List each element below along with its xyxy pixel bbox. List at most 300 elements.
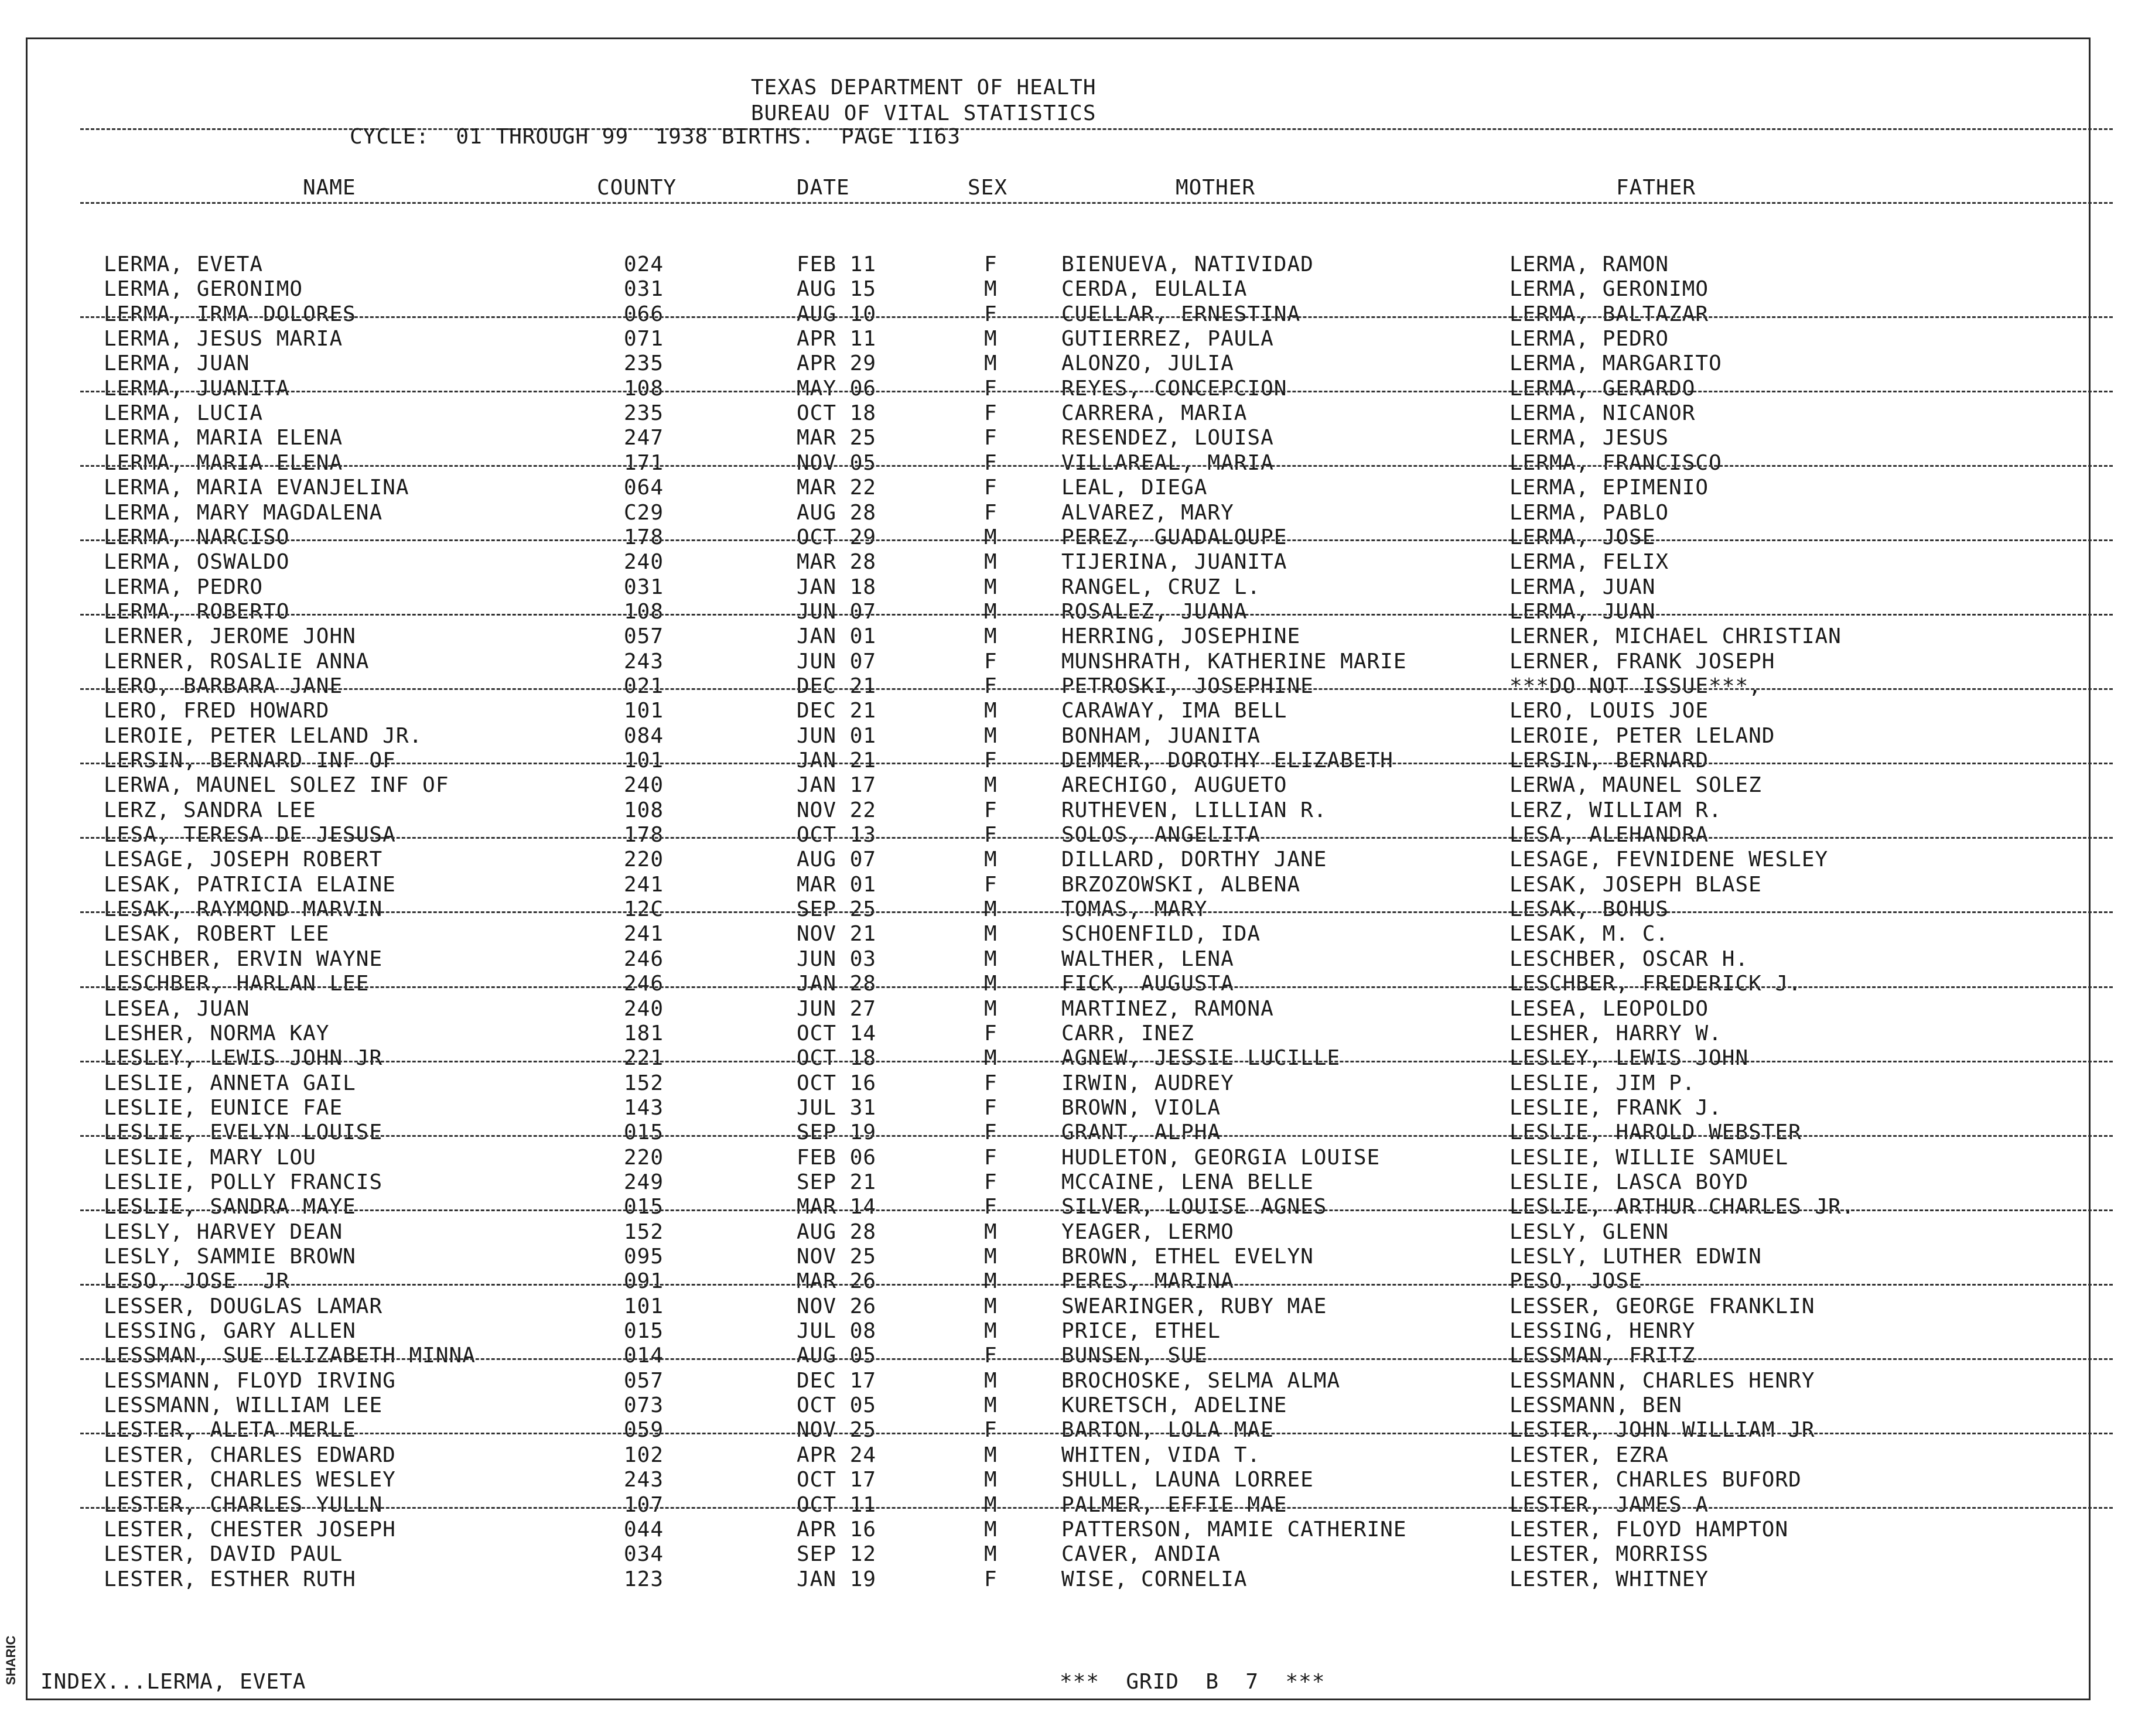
record-county: 249	[624, 1170, 664, 1194]
record-date: JAN 18	[797, 575, 877, 599]
record-father: LERNER, MICHAEL CHRISTIAN	[1509, 624, 1842, 649]
record-county: 015	[624, 1195, 664, 1219]
record-sex: F	[984, 1145, 998, 1170]
record-name: LEROIE, PETER LELAND JR.	[104, 723, 423, 748]
record-date: JAN 28	[797, 972, 877, 996]
record-row	[28, 525, 2092, 550]
record-date: JUN 03	[797, 946, 877, 971]
record-date: NOV 25	[797, 1418, 877, 1443]
record-row	[28, 1493, 2092, 1518]
record-name: LESAK, PATRICIA ELAINE	[104, 872, 396, 897]
record-father: LESLIE, FRANK J.	[1509, 1095, 1722, 1120]
record-sex: F	[984, 1120, 998, 1145]
record-row	[28, 600, 2092, 624]
record-sex: M	[984, 1245, 998, 1269]
record-mother: DEMMER, DOROTHY ELIZABETH	[1061, 749, 1393, 773]
index-label: INDEX...LERMA, EVETA	[40, 1670, 306, 1694]
record-row	[28, 922, 2092, 946]
group-divider	[80, 1284, 2113, 1286]
record-mother: WHITEN, VIDA T.	[1061, 1443, 1261, 1467]
record-mother: LEAL, DIEGA	[1061, 476, 1208, 500]
record-county: 240	[624, 996, 664, 1021]
record-county: 243	[624, 649, 664, 674]
record-sex: F	[984, 649, 998, 674]
record-name: LERMA, JUAN	[104, 351, 250, 376]
record-date: DEC 17	[797, 1368, 877, 1393]
record-county: 091	[624, 1269, 664, 1294]
record-father: LESAK, JOSEPH BLASE	[1509, 872, 1762, 897]
record-row	[28, 1269, 2092, 1294]
record-county: 108	[624, 599, 664, 624]
record-mother: REYES, CONCEPCION	[1061, 376, 1287, 401]
record-date: APR 24	[797, 1443, 877, 1467]
record-county: 057	[624, 624, 664, 649]
record-row	[28, 252, 2092, 277]
record-sex: M	[984, 773, 998, 798]
column-header-sex: SEX	[968, 176, 1008, 200]
record-county: 108	[624, 798, 664, 822]
record-sex: F	[984, 1021, 998, 1045]
record-county: 059	[624, 1418, 664, 1443]
record-name: LERO, FRED HOWARD	[104, 699, 330, 723]
column-header-father: FATHER	[1616, 176, 1696, 200]
group-divider	[80, 837, 2113, 839]
record-father: LESA, ALEHANDRA	[1509, 823, 1709, 848]
record-date: JUL 31	[797, 1095, 877, 1120]
record-name: LERMA, MARIA ELENA	[104, 426, 343, 450]
record-date: APR 29	[797, 351, 877, 376]
record-date: DEC 21	[797, 674, 877, 698]
record-row	[28, 873, 2092, 897]
record-county: 240	[624, 550, 664, 575]
record-county: 034	[624, 1542, 664, 1567]
record-date: NOV 05	[797, 450, 877, 475]
record-date: NOV 25	[797, 1245, 877, 1269]
record-mother: HERRING, JOSEPHINE	[1061, 624, 1301, 649]
record-date: SEP 12	[797, 1542, 877, 1567]
record-date: MAR 22	[797, 476, 877, 500]
group-divider	[80, 688, 2113, 690]
bureau-title: BUREAU OF VITAL STATISTICS	[751, 101, 1097, 125]
record-row	[28, 848, 2092, 872]
record-date: AUG 15	[797, 277, 877, 302]
record-county: 220	[624, 848, 664, 872]
record-father: LERMA, NICANOR	[1509, 401, 1696, 426]
record-county: 014	[624, 1344, 664, 1368]
record-mother: WALTHER, LENA	[1061, 946, 1234, 971]
record-mother: KURETSCH, ADELINE	[1061, 1393, 1287, 1418]
record-sex: M	[984, 1219, 998, 1244]
record-row	[28, 351, 2092, 376]
record-name: LERMA, EVETA	[104, 252, 264, 276]
column-header-mother: MOTHER	[1176, 176, 1256, 200]
record-sex: F	[984, 798, 998, 822]
record-name: LERSIN, BERNARD INF OF	[104, 749, 396, 773]
record-father: LERMA, RAMON	[1509, 252, 1669, 276]
record-row	[28, 1170, 2092, 1195]
record-mother: CERDA, EULALIA	[1061, 277, 1248, 302]
record-name: LESTER, CHARLES WESLEY	[104, 1468, 396, 1492]
record-name: LESLIE, MARY LOU	[104, 1145, 316, 1170]
record-county: 108	[624, 376, 664, 401]
record-father: LESTER, FLOYD HAMPTON	[1509, 1517, 1789, 1542]
record-mother: ALVAREZ, MARY	[1061, 500, 1234, 525]
record-sex: M	[984, 525, 998, 549]
record-sex: F	[984, 1170, 998, 1194]
record-mother: ROSALEZ, JUANA	[1061, 599, 1248, 624]
record-name: LESO, JOSE JR	[104, 1269, 290, 1294]
record-name: LESAGE, JOSEPH ROBERT	[104, 848, 383, 872]
record-county: 101	[624, 749, 664, 773]
record-mother: RESENDEZ, LOUISA	[1061, 426, 1274, 450]
record-father: LEROIE, PETER LELAND	[1509, 723, 1775, 748]
record-row	[28, 1294, 2092, 1319]
record-name: LESTER, CHARLES YULLN	[104, 1492, 383, 1517]
record-father: LESSER, GEORGE FRANKLIN	[1509, 1294, 1815, 1318]
record-row	[28, 575, 2092, 600]
record-county: 220	[624, 1145, 664, 1170]
record-name: LESAK, RAYMOND MARVIN	[104, 897, 383, 922]
record-mother: BROCHOSKE, SELMA ALMA	[1061, 1368, 1341, 1393]
group-divider	[80, 911, 2113, 913]
record-row	[28, 997, 2092, 1021]
record-sex: M	[984, 922, 998, 946]
record-county: C29	[624, 500, 664, 525]
record-father: LERMA, PABLO	[1509, 500, 1669, 525]
record-date: OCT 16	[797, 1071, 877, 1095]
record-row	[28, 277, 2092, 302]
record-father: LESCHBER, OSCAR H.	[1509, 946, 1749, 971]
record-father: LESTER, EZRA	[1509, 1443, 1669, 1467]
record-name: LESSER, DOUGLAS LAMAR	[104, 1294, 383, 1318]
record-name: LERMA, NARCISO	[104, 525, 290, 549]
record-sex: M	[984, 723, 998, 748]
record-father: LERMA, JOSE	[1509, 525, 1656, 549]
record-date: AUG 05	[797, 1344, 877, 1368]
record-father: LESLY, GLENN	[1509, 1219, 1669, 1244]
group-divider	[80, 1061, 2113, 1062]
record-father: LESSING, HENRY	[1509, 1319, 1696, 1344]
record-sex: M	[984, 575, 998, 599]
record-sex: M	[984, 327, 998, 351]
grid-label: *** GRID B 7 ***	[1060, 1670, 1326, 1694]
record-name: LERMA, ROBERTO	[104, 599, 290, 624]
record-name: LERMA, OSWALDO	[104, 550, 290, 575]
record-mother: GRANT, ALPHA	[1061, 1120, 1221, 1145]
record-father: LESSMAN, FRITZ	[1509, 1344, 1696, 1368]
record-row	[28, 1046, 2092, 1071]
record-county: 044	[624, 1517, 664, 1542]
record-father: LESTER, JOHN WILLIAM JR	[1509, 1418, 1815, 1443]
record-date: MAR 14	[797, 1195, 877, 1219]
record-father: LERMA, GERONIMO	[1509, 277, 1709, 302]
group-divider	[80, 1135, 2113, 1137]
record-county: 246	[624, 972, 664, 996]
record-mother: IRWIN, AUDREY	[1061, 1071, 1234, 1095]
record-sex: M	[984, 1492, 998, 1517]
record-date: AUG 28	[797, 500, 877, 525]
record-sex: M	[984, 1393, 998, 1418]
record-mother: BROWN, VIOLA	[1061, 1095, 1221, 1120]
record-name: LESTER, CHESTER JOSEPH	[104, 1517, 396, 1542]
record-mother: MARTINEZ, RAMONA	[1061, 996, 1274, 1021]
record-mother: DILLARD, DORTHY JANE	[1061, 848, 1327, 872]
record-sex: M	[984, 351, 998, 376]
record-row	[28, 1071, 2092, 1096]
record-sex: M	[984, 1269, 998, 1294]
column-header-date: DATE	[797, 176, 850, 200]
record-date: JUN 01	[797, 723, 877, 748]
record-mother: PRICE, ETHEL	[1061, 1319, 1221, 1344]
record-date: JUN 27	[797, 996, 877, 1021]
record-row	[28, 377, 2092, 401]
record-row	[28, 773, 2092, 798]
record-row	[28, 1468, 2092, 1492]
record-name: LESEA, JUAN	[104, 996, 250, 1021]
record-sex: M	[984, 996, 998, 1021]
record-father: LERMA, JESUS	[1509, 426, 1669, 450]
record-row	[28, 1567, 2092, 1592]
record-row	[28, 401, 2092, 426]
record-sex: F	[984, 401, 998, 426]
record-date: MAY 06	[797, 376, 877, 401]
group-divider	[80, 1507, 2113, 1509]
record-row	[28, 1220, 2092, 1245]
record-sex: M	[984, 1517, 998, 1542]
record-name: LERMA, MARY MAGDALENA	[104, 500, 383, 525]
group-divider	[80, 539, 2113, 541]
record-sex: F	[984, 1071, 998, 1095]
record-mother: BIENUEVA, NATIVIDAD	[1061, 252, 1314, 276]
record-mother: TOMAS, MARY	[1061, 897, 1208, 922]
record-father: LERMA, JUAN	[1509, 575, 1656, 599]
record-father: LESLIE, ARTHUR CHARLES JR.	[1509, 1195, 1855, 1219]
record-father: LERMA, GERARDO	[1509, 376, 1696, 401]
record-name: LESTER, ESTHER RUTH	[104, 1567, 356, 1591]
record-county: 123	[624, 1567, 664, 1591]
record-sex: F	[984, 1195, 998, 1219]
record-county: 243	[624, 1468, 664, 1492]
record-date: APR 16	[797, 1517, 877, 1542]
record-name: LERMA, MARIA EVANJELINA	[104, 476, 409, 500]
record-mother: BONHAM, JUANITA	[1061, 723, 1261, 748]
record-mother: PEREZ, GUADALOUPE	[1061, 525, 1287, 549]
record-row	[28, 476, 2092, 500]
record-name: LESTER, ALETA MERLE	[104, 1418, 356, 1443]
record-father: LESTER, CHARLES BUFORD	[1509, 1468, 1802, 1492]
record-name: LESLY, SAMMIE BROWN	[104, 1245, 356, 1269]
record-date: JAN 21	[797, 749, 877, 773]
record-sex: M	[984, 550, 998, 575]
record-mother: MCCAINE, LENA BELLE	[1061, 1170, 1314, 1194]
record-name: LESSING, GARY ALLEN	[104, 1319, 356, 1344]
record-sex: M	[984, 699, 998, 723]
record-date: AUG 07	[797, 848, 877, 872]
record-county: 015	[624, 1319, 664, 1344]
record-date: SEP 25	[797, 897, 877, 922]
record-row	[28, 674, 2092, 699]
record-sex: F	[984, 500, 998, 525]
record-mother: SILVER, LOUISE AGNES	[1061, 1195, 1327, 1219]
record-mother: SWEARINGER, RUBY MAE	[1061, 1294, 1327, 1318]
record-sex: M	[984, 277, 998, 302]
department-title: TEXAS DEPARTMENT OF HEALTH	[751, 76, 1097, 100]
record-county: 101	[624, 1294, 664, 1318]
record-sex: M	[984, 1046, 998, 1071]
record-father: LESSMANN, CHARLES HENRY	[1509, 1368, 1815, 1393]
record-row	[28, 798, 2092, 823]
record-father: LESHER, HARRY W.	[1509, 1021, 1722, 1045]
record-father: LERMA, FELIX	[1509, 550, 1669, 575]
record-row	[28, 1418, 2092, 1443]
record-county: 024	[624, 252, 664, 276]
record-mother: VILLAREAL, MARIA	[1061, 450, 1274, 475]
record-name: LERMA, PEDRO	[104, 575, 264, 599]
record-row	[28, 327, 2092, 351]
record-row	[28, 451, 2092, 476]
record-date: FEB 11	[797, 252, 877, 276]
record-father: PESO, JOSE	[1509, 1269, 1642, 1294]
record-name: LESLIE, ANNETA GAIL	[104, 1071, 356, 1095]
record-date: JUN 07	[797, 599, 877, 624]
record-sex: F	[984, 1418, 998, 1443]
group-divider	[80, 465, 2113, 467]
record-county: 101	[624, 699, 664, 723]
record-father: LERSIN, BERNARD	[1509, 749, 1709, 773]
record-father: LESAK, M. C.	[1509, 922, 1669, 946]
record-name: LESSMAN, SUE ELIZABETH MINNA	[104, 1344, 476, 1368]
record-date: OCT 14	[797, 1021, 877, 1045]
record-county: 031	[624, 277, 664, 302]
record-date: OCT 18	[797, 1046, 877, 1071]
record-sex: M	[984, 1294, 998, 1318]
record-county: 241	[624, 872, 664, 897]
record-mother: PERES, MARINA	[1061, 1269, 1234, 1294]
record-mother: CARRERA, MARIA	[1061, 401, 1248, 426]
record-row	[28, 1195, 2092, 1219]
record-father: ***DO NOT ISSUE***,	[1509, 674, 1762, 698]
record-row	[28, 1021, 2092, 1046]
record-row	[28, 1369, 2092, 1393]
record-name: LERMA, JESUS MARIA	[104, 327, 343, 351]
record-county: 246	[624, 946, 664, 971]
record-row	[28, 501, 2092, 525]
record-date: DEC 21	[797, 699, 877, 723]
record-county: 181	[624, 1021, 664, 1045]
record-father: LESLIE, JIM P.	[1509, 1071, 1696, 1095]
group-divider	[80, 614, 2113, 616]
record-date: NOV 22	[797, 798, 877, 822]
record-mother: PETROSKI, JOSEPHINE	[1061, 674, 1314, 698]
record-name: LESTER, CHARLES EDWARD	[104, 1443, 396, 1467]
record-row	[28, 699, 2092, 723]
record-row	[28, 624, 2092, 649]
record-name: LESLIE, SANDRA MAYE	[104, 1195, 356, 1219]
record-father: LERZ, WILLIAM R.	[1509, 798, 1722, 822]
record-mother: TIJERINA, JUANITA	[1061, 550, 1287, 575]
record-mother: CAVER, ANDIA	[1061, 1542, 1221, 1567]
record-date: OCT 05	[797, 1393, 877, 1418]
record-row	[28, 724, 2092, 749]
record-father: LERO, LOUIS JOE	[1509, 699, 1709, 723]
record-mother: BARTON, LOLA MAE	[1061, 1418, 1274, 1443]
record-name: LERNER, JEROME JOHN	[104, 624, 356, 649]
record-father: LESTER, WHITNEY	[1509, 1567, 1709, 1591]
record-mother: HUDLETON, GEORGIA LOUISE	[1061, 1145, 1381, 1170]
record-row	[28, 302, 2092, 327]
record-sex: M	[984, 599, 998, 624]
record-mother: PATTERSON, MAMIE CATHERINE	[1061, 1517, 1407, 1542]
record-father: LESAGE, FEVNIDENE WESLEY	[1509, 848, 1829, 872]
record-mother: RUTHEVEN, LILLIAN R.	[1061, 798, 1327, 822]
record-row	[28, 1443, 2092, 1468]
record-date: JUL 08	[797, 1319, 877, 1344]
record-name: LESLY, HARVEY DEAN	[104, 1219, 343, 1244]
group-divider	[80, 1209, 2113, 1211]
record-date: OCT 18	[797, 401, 877, 426]
column-header-name: NAME	[303, 176, 356, 200]
record-name: LESAK, ROBERT LEE	[104, 922, 330, 946]
record-county: 095	[624, 1245, 664, 1269]
record-mother: FICK, AUGUSTA	[1061, 972, 1234, 996]
record-county: 073	[624, 1393, 664, 1418]
record-father: LERMA, JUAN	[1509, 599, 1656, 624]
record-date: OCT 17	[797, 1468, 877, 1492]
record-sex: F	[984, 302, 998, 326]
record-county: 221	[624, 1046, 664, 1071]
record-father: LERMA, PEDRO	[1509, 327, 1669, 351]
record-row	[28, 1120, 2092, 1145]
group-divider	[80, 1433, 2113, 1434]
record-county: 235	[624, 351, 664, 376]
record-name: LESTER, DAVID PAUL	[104, 1542, 343, 1567]
record-date: MAR 01	[797, 872, 877, 897]
record-mother: WISE, CORNELIA	[1061, 1567, 1248, 1591]
record-name: LESHER, NORMA KAY	[104, 1021, 330, 1045]
record-county: 171	[624, 450, 664, 475]
record-county: 152	[624, 1219, 664, 1244]
record-name: LERMA, LUCIA	[104, 401, 264, 426]
record-mother: CUELLAR, ERNESTINA	[1061, 302, 1301, 326]
record-name: LERMA, JUANITA	[104, 376, 290, 401]
record-county: 102	[624, 1443, 664, 1467]
record-mother: BROWN, ETHEL EVELYN	[1061, 1245, 1314, 1269]
record-county: 084	[624, 723, 664, 748]
record-date: OCT 11	[797, 1492, 877, 1517]
record-date: JAN 19	[797, 1567, 877, 1591]
record-sex: F	[984, 426, 998, 450]
record-name: LERMA, IRMA DOLORES	[104, 302, 356, 326]
record-name: LESSMANN, WILLIAM LEE	[104, 1393, 383, 1418]
record-name: LERWA, MAUNEL SOLEZ INF OF	[104, 773, 449, 798]
record-date: JUN 07	[797, 649, 877, 674]
record-name: LESLIE, POLLY FRANCIS	[104, 1170, 383, 1194]
record-county: 152	[624, 1071, 664, 1095]
record-county: 107	[624, 1492, 664, 1517]
record-father: LERMA, MARGARITO	[1509, 351, 1722, 376]
record-mother: AGNEW, JESSIE LUCILLE	[1061, 1046, 1341, 1071]
record-sex: M	[984, 972, 998, 996]
record-father: LESLY, LUTHER EDWIN	[1509, 1245, 1762, 1269]
record-county: 143	[624, 1095, 664, 1120]
record-name: LESCHBER, ERVIN WAYNE	[104, 946, 383, 971]
record-sex: M	[984, 946, 998, 971]
record-county: 12C	[624, 897, 664, 922]
record-row	[28, 1344, 2092, 1368]
record-date: MAR 26	[797, 1269, 877, 1294]
record-county: 015	[624, 1120, 664, 1145]
record-sex: F	[984, 450, 998, 475]
